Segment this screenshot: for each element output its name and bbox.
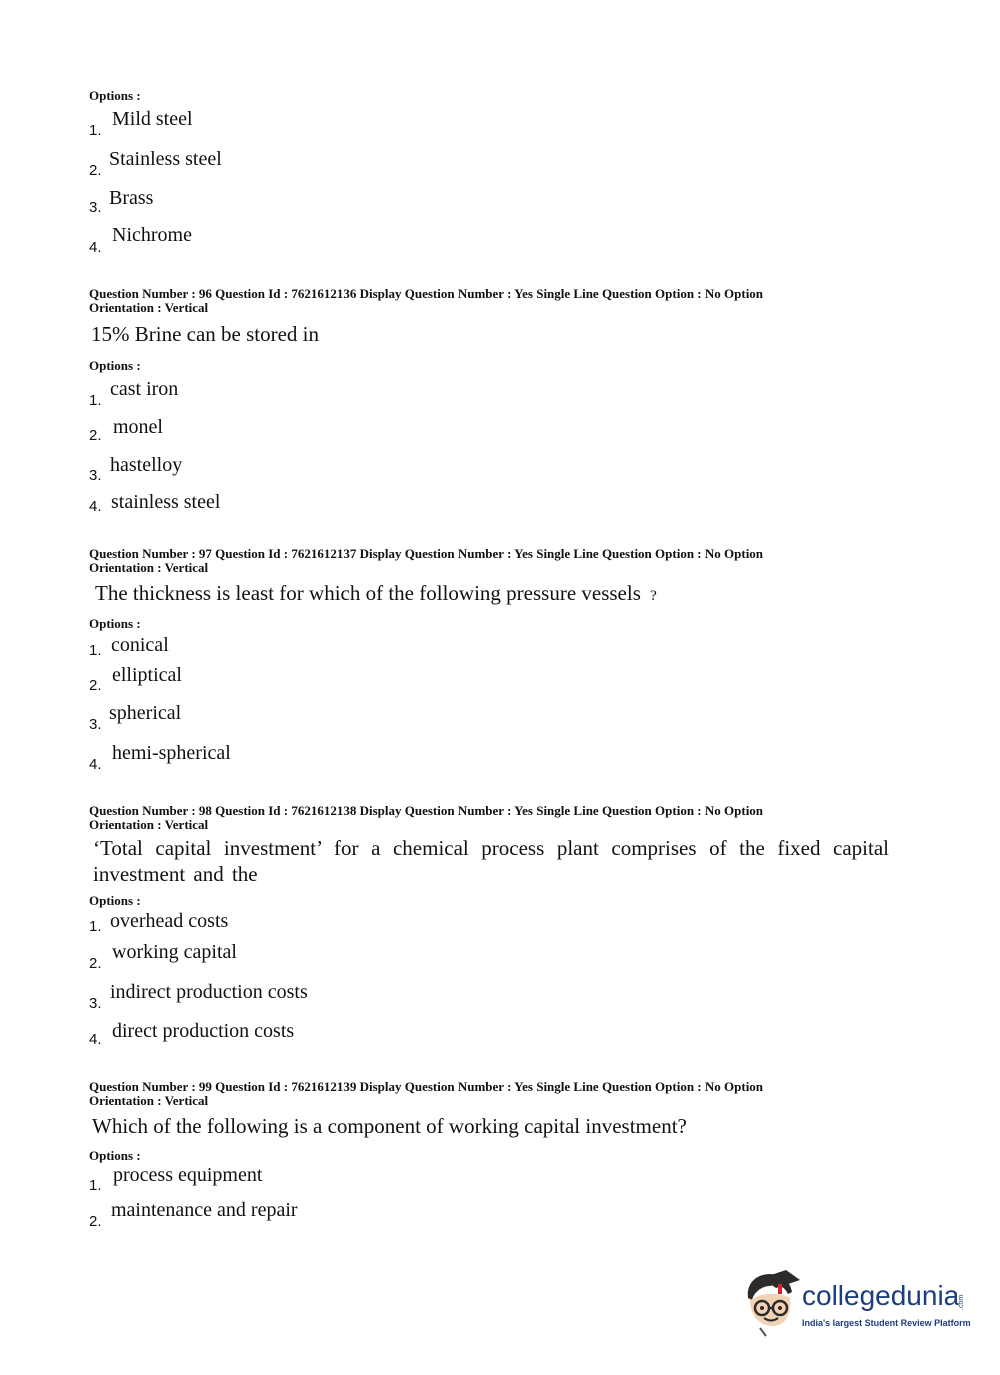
question-text: Which of the following is a component of working capital investment?	[92, 1114, 687, 1138]
question-text: 15% Brine can be stored in	[91, 322, 320, 346]
options-label: Options :	[89, 893, 141, 908]
option-text: monel	[113, 416, 163, 438]
option-number: 1.	[89, 122, 102, 139]
option-number: 1.	[89, 392, 102, 409]
option-text: hemi-spherical	[112, 742, 231, 764]
question-text-body: The thickness is least for which of the following pressure vessels	[95, 581, 641, 605]
options-label: Options :	[89, 358, 141, 373]
option-number: 1.	[89, 1177, 102, 1194]
option-number: 4.	[89, 498, 102, 515]
question-meta-line: Question Number : 96 Question Id : 7621612136 Display Question Number : Yes Single Line Question Option : No Option	[89, 286, 764, 301]
option-text: hastelloy	[110, 454, 183, 476]
logo-wordmark: collegedunia	[802, 1280, 960, 1311]
option-number: 2.	[89, 1213, 102, 1230]
option-text: elliptical	[112, 664, 182, 686]
option-text: overhead costs	[110, 910, 229, 932]
question-meta-line: Orientation : Vertical	[89, 300, 209, 315]
mascot-graduation-cap-icon	[740, 1268, 802, 1340]
option-number: 3.	[89, 995, 102, 1012]
option-text: process equipment	[113, 1164, 263, 1186]
option-number: 2.	[89, 162, 102, 179]
question-meta	[89, 287, 889, 315]
option-text: working capital	[112, 941, 237, 963]
option-text: maintenance and repair	[111, 1199, 298, 1221]
question-meta	[89, 1080, 889, 1108]
question-mark: ?	[650, 588, 657, 604]
option-number: 3.	[89, 199, 102, 216]
question-meta-line: Question Number : 97 Question Id : 7621612137 Display Question Number : Yes Single Line Question Option : No Option	[89, 546, 764, 561]
option-text: cast iron	[110, 378, 179, 400]
option-number: 1.	[89, 918, 102, 935]
option-text: Nichrome	[112, 224, 192, 246]
option-text: stainless steel	[111, 491, 221, 513]
option-number: 3.	[89, 467, 102, 484]
logo-tagline: India's largest Student Review Platform	[802, 1318, 971, 1328]
option-text: Brass	[109, 187, 154, 209]
option-number: 3.	[89, 716, 102, 733]
option-text: Mild steel	[112, 108, 193, 130]
options-label: Options :	[89, 616, 141, 631]
question-meta-line: Orientation : Vertical	[89, 817, 209, 832]
collegedunia-logo[interactable]	[740, 1268, 970, 1340]
option-text: conical	[111, 634, 169, 656]
option-number: 4.	[89, 1031, 102, 1048]
option-text: indirect production costs	[110, 981, 308, 1003]
option-number: 4.	[89, 756, 102, 773]
question-text: ‘Total capital investment’ for a chemical process plant comprises of the fixed capital investment and the	[93, 836, 889, 886]
question-meta-line: Question Number : 98 Question Id : 7621612138 Display Question Number : Yes Single Line Question Option : No Option	[89, 803, 764, 818]
question-meta-line: Orientation : Vertical	[89, 1093, 209, 1108]
question-meta-line: Question Number : 99 Question Id : 7621612139 Display Question Number : Yes Single Line Question Option : No Option	[89, 1079, 764, 1094]
option-text: direct production costs	[112, 1020, 295, 1042]
question-meta	[89, 547, 889, 575]
option-number: 2.	[89, 677, 102, 694]
option-number: 4.	[89, 239, 102, 256]
logo-domain-suffix: .com	[958, 1294, 965, 1310]
option-text: spherical	[109, 702, 182, 724]
option-number: 2.	[89, 427, 102, 444]
options-label: Options :	[89, 1148, 141, 1163]
question-text	[95, 581, 657, 606]
option-text: Stainless steel	[109, 148, 222, 170]
option-number: 1.	[89, 642, 102, 659]
options-label: Options :	[89, 88, 141, 103]
question-meta-line: Orientation : Vertical	[89, 560, 209, 575]
question-meta	[89, 804, 889, 832]
option-number: 2.	[89, 955, 102, 972]
